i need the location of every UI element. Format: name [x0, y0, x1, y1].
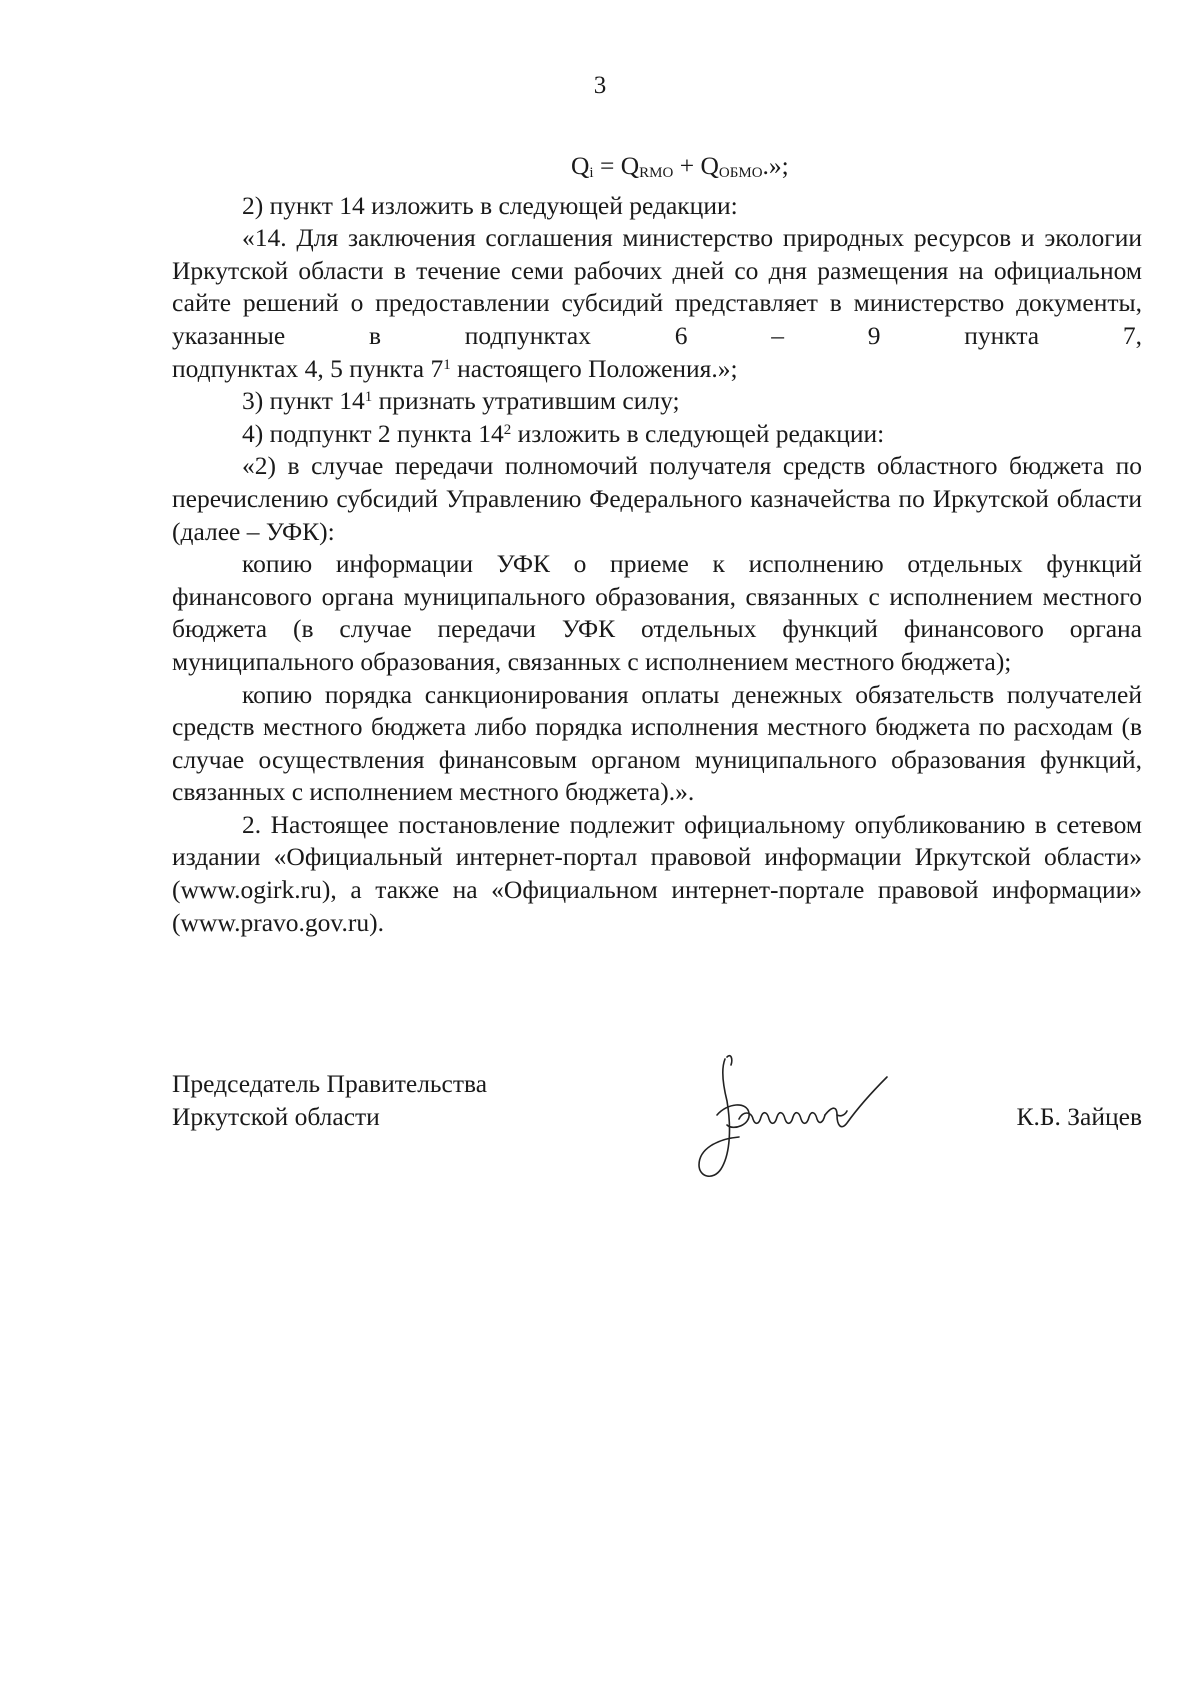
- formula-sub-i: i: [589, 165, 594, 181]
- page-number: 3: [593, 72, 607, 99]
- superscript: 2: [503, 421, 512, 438]
- signer-title: [172, 1067, 487, 1133]
- text-segment: признать утратившим силу;: [372, 386, 680, 416]
- formula-equals: =: [593, 151, 621, 180]
- paragraph-point-14-continuation: [172, 353, 1142, 386]
- formula-sub-rmo: RМО: [639, 165, 674, 181]
- text-segment: 3) пункт 14: [242, 386, 365, 416]
- paragraph-subitem-2: «2) в случае передачи полномочий получателя средств областного бюджета по перечислению субсидий Управлению Федерального казначейства по Иркутской области (далее – УФК):: [172, 451, 1142, 546]
- formula: [172, 150, 1142, 190]
- paragraph-point-14-text: «14. Для заключения соглашения министерство природных ресурсов и экологии Иркутской области в течение семи рабочих дней со дня размещения на официальном сайте решений о предоставлении субсидий представляет в министерство документы, указанные в подпунктах 6 – 9 пункта 7,: [172, 223, 1142, 350]
- formula-plus: +: [673, 151, 701, 180]
- formula-q-symbol: Q: [571, 151, 590, 180]
- handwritten-signature: [687, 1045, 917, 1205]
- signature-block: [172, 1067, 1142, 1197]
- paragraph-publication: 2. Настоящее постановление подлежит официальному опубликованию в сетевом издании «Официальный интернет-портал правовой информации Иркутской области» (www.ogirk.ru), а также на «Официальном интернет-портале правовой информации» (www.pravo.gov.ru).: [172, 809, 1142, 937]
- paragraph-sanction-order-copy: копию порядка санкционирования оплаты денежных обязательств получателей средств местного бюджета либо порядка исполнения местного бюджета по расходам (в случае осуществления финансовым органом муниципального образования функций, связанных с исполнением местного бюджета).».: [172, 679, 1142, 807]
- paragraph-item-2-intro: 2) пункт 14 изложить в следующей редакции:: [242, 190, 738, 220]
- text-segment: подпунктах 4, 5 пункта 7: [172, 353, 444, 383]
- signer-title-line-2: Иркутской области: [172, 1102, 380, 1131]
- superscript: 1: [364, 389, 373, 406]
- paragraph-item-4: [172, 418, 1142, 451]
- document-body: [172, 150, 1142, 939]
- formula-q-symbol: Q: [620, 151, 640, 180]
- formula-end: .»;: [762, 151, 789, 180]
- signer-title-line-1: Председатель Правительства: [172, 1069, 488, 1098]
- text-segment: 4) подпункт 2 пункта 14: [242, 418, 504, 448]
- text-segment: изложить в следующей редакции:: [511, 418, 885, 448]
- formula-sub-obmo: ОБМО: [718, 165, 763, 181]
- text-segment: настоящего Положения.»;: [450, 353, 738, 383]
- paragraph-item-3: [172, 385, 1142, 418]
- formula-q-symbol: Q: [700, 151, 719, 180]
- paragraph-ufk-info-copy: копию информации УФК о приеме к исполнению отдельных функций финансового органа муниципального образования, связанных с исполнением местного бюджета (в случае передачи УФК отдельных функций финансового органа муниципального образования, связанных с исполнением местного бюджета);: [172, 549, 1142, 676]
- superscript: 1: [443, 356, 451, 373]
- signer-name: К.Б. Зайцев: [1016, 1102, 1142, 1131]
